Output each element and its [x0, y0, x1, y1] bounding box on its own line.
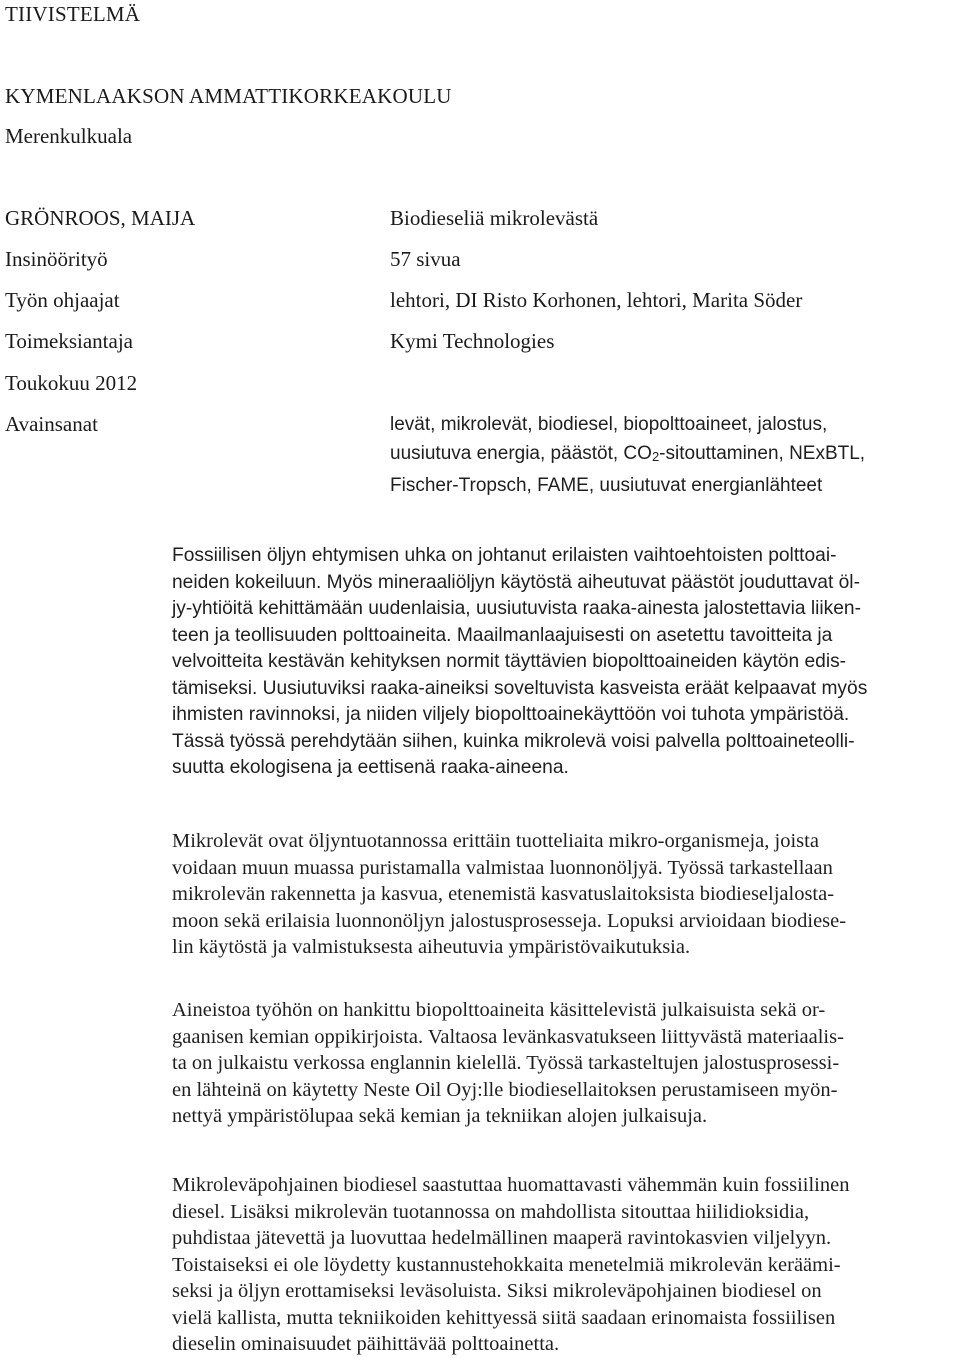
paragraph-line: puhdistaa jätevettä ja luovuttaa hedelmällinen maaperä ravintokasvien viljelyyn. — [172, 1227, 832, 1249]
supervisors-label: Työn ohjaajat — [5, 288, 120, 312]
paragraph-line: Tässä työssä perehdytään siihen, kuinka mikrolevä voisi palvella polttoaineteolli- — [172, 730, 855, 752]
paragraph-line: ta on julkaistu verkossa englannin kielellä. Työssä tarkasteltujen jalostusprosessi- — [172, 1052, 840, 1074]
keywords-text: uusiutuva energia, päästöt, CO — [390, 443, 652, 464]
commissioner-label: Toimeksiantaja — [5, 329, 133, 353]
keywords-line: Fischer-Tropsch, FAME, uusiutuvat energianlähteet — [390, 475, 823, 496]
paragraph-line: jy-yhtiöitä kehittämään uudenlaisia, uusiutuvista raaka-ainesta jalostettavia liiken- — [172, 598, 861, 619]
paragraph-line: seksi ja öljyn erottamiseksi leväsoluista. Siksi mikroleväpohjainen biodiesel on — [172, 1280, 822, 1302]
paragraph-line: ihmisten ravinnoksi, ja niiden viljely biopolttoainekäyttöön voi tuhota ympäristöä. — [172, 704, 850, 725]
paragraph-line: Fossiilisen öljyn ehtymisen uhka on johtanut erilaisten vaihtoehtoisten polttoai- — [172, 545, 837, 566]
paragraph-line: tämiseksi. Uusiutuviksi raaka-aineiksi soveltuvista kasveista eräät kelpaavat myös — [172, 677, 868, 699]
paragraph-line: Mikrolevät ovat öljyntuotannossa erittäin tuotteliaita mikro-organismeja, joista — [172, 830, 819, 852]
abstract-paragraph-3 — [172, 997, 954, 1130]
paragraph-line: vielä kallista, mutta tekniikoiden kehittyessä siitä saadaan erinomaista fossiilisen — [172, 1306, 836, 1329]
school-name: KYMENLAAKSON AMMATTIKORKEAKOULU — [5, 84, 452, 108]
publication-date: Toukokuu 2012 — [5, 371, 138, 395]
author-name: GRÖNROOS, MAIJA — [5, 206, 196, 230]
paragraph-line: mikrolevän rakennetta ja kasvua, etenemistä kasvatuslaitoksista biodieseljalosta- — [172, 883, 835, 905]
paragraph-line: Aineistoa työhön on hankittu biopolttoaineita käsittelevistä julkaisuista sekä or- — [172, 999, 826, 1021]
paragraph-line: en lähteinä on käytetty Neste Oil Oyj:lle biodiesellaitoksen perustamiseen myön- — [172, 1078, 838, 1101]
paragraph-line: diesel. Lisäksi mikrolevän tuotannossa on mahdollista sitouttaa hiilidioksidia, — [172, 1200, 810, 1223]
paragraph-line: dieselin ominaisuudet päihittävää polttoainetta. — [172, 1333, 560, 1355]
paragraph-line: lin käytöstä ja valmistuksesta aiheutuvia ympäristövaikutuksia. — [172, 936, 691, 958]
co2-subscript: 2 — [651, 449, 660, 464]
thesis-title: Biodieseliä mikrolevästä — [390, 206, 599, 230]
abstract-paragraph-2 — [172, 828, 954, 961]
paragraph-line: Mikroleväpohjainen biodiesel saastuttaa huomattavasti vähemmän kuin fossiilinen — [172, 1174, 850, 1196]
keywords-list — [390, 410, 950, 500]
abstract-paragraph-1 — [172, 543, 954, 782]
paragraph-line: voidaan muun muassa puristamalla valmistaa luonnonöljyä. Työssä tarkastellaan — [172, 856, 833, 879]
page-heading: TIIVISTELMÄ — [5, 2, 141, 26]
page-count: 57 sivua — [390, 247, 461, 271]
paragraph-line: gaanisen kemian oppikirjoista. Valtaosa levänkasvatukseen liittyvästä materiaalis- — [172, 1025, 844, 1048]
thesis-type: Insinöörityö — [5, 247, 108, 271]
keywords-line — [390, 439, 950, 471]
paragraph-line: nettyä ympäristölupaa sekä kemian ja tekniikan alojen julkaisuja. — [172, 1105, 708, 1127]
paragraph-line: suutta ekologisena ja eettisenä raaka-aineena. — [172, 757, 569, 778]
paragraph-line: teen ja teollisuuden polttoaineita. Maailmanlaajuisesti on asetettu tavoitteita ja — [172, 624, 833, 646]
paragraph-line: neiden kokeiluun. Myös mineraaliöljyn käytöstä aiheutuvat päästöt jouduttavat öl- — [172, 571, 860, 593]
paragraph-line: velvoitteita kestävän kehityksen normit täyttävien biopolttoaineiden käytön edis- — [172, 651, 847, 672]
supervisors-value: lehtori, DI Risto Korhonen, lehtori, Marita Söder — [390, 288, 803, 312]
keywords-text: -sitouttaminen, NExBTL, — [659, 443, 866, 464]
paragraph-line: moon sekä erilaisia luonnonöljyn jalostusprosesseja. Lopuksi arvioidaan biodiese- — [172, 909, 847, 932]
paragraph-line: Toistaiseksi ei ole löydetty kustannustehokkaita menetelmiä mikrolevän keräämi- — [172, 1253, 841, 1276]
keywords-label: Avainsanat — [5, 412, 98, 436]
department-name: Merenkulkuala — [5, 124, 133, 148]
keywords-line: levät, mikrolevät, biodiesel, biopolttoaineet, jalostus, — [390, 414, 828, 435]
commissioner-value: Kymi Technologies — [390, 329, 555, 353]
abstract-paragraph-4 — [172, 1172, 954, 1358]
